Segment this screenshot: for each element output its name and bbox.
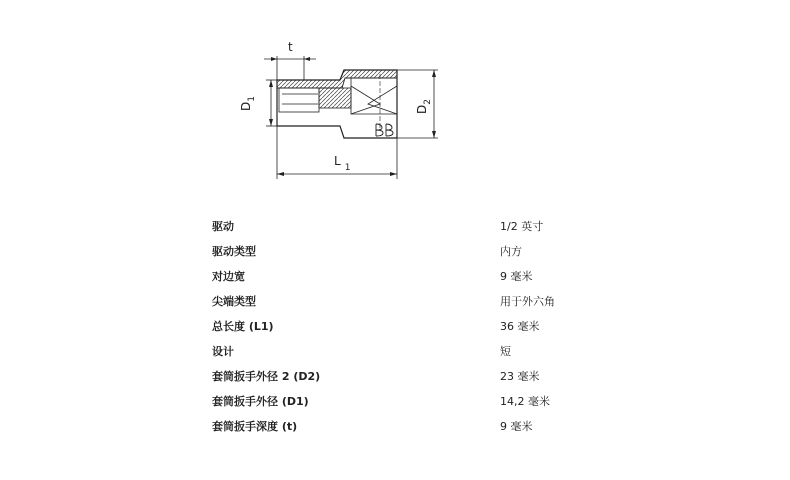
spec-label: 设计 bbox=[212, 345, 234, 358]
square-drive-bore bbox=[279, 88, 319, 112]
spec-label: 驱动 bbox=[212, 220, 234, 233]
d1-arrow-top bbox=[269, 80, 273, 87]
spec-table bbox=[212, 214, 632, 439]
hex-tip-chamfer bbox=[351, 86, 380, 114]
l1-arrow-left bbox=[277, 172, 284, 176]
spec-row-width-across-flats bbox=[212, 264, 632, 289]
spec-label: 尖端类型 bbox=[212, 295, 256, 308]
spec-label: 对边宽 bbox=[212, 270, 245, 283]
d1-arrow-bottom bbox=[269, 119, 273, 126]
spec-value: 36 毫米 bbox=[500, 320, 540, 333]
spec-label: 套筒扳手外径 2 (D2) bbox=[212, 370, 321, 383]
spec-label: 驱动类型 bbox=[212, 245, 256, 258]
spec-label: 套筒扳手深度 (t) bbox=[212, 420, 298, 433]
brand-logo-icon bbox=[376, 124, 393, 136]
spec-value: 1/2 英寸 bbox=[500, 220, 544, 233]
spec-value: 9 毫米 bbox=[500, 270, 533, 283]
t-arrow-right bbox=[304, 57, 310, 61]
spec-row-outer-diameter-d2 bbox=[212, 364, 632, 389]
t-arrow-left bbox=[271, 57, 277, 61]
spec-value: 短 bbox=[500, 345, 511, 358]
spec-value: 用于外六角 bbox=[500, 295, 555, 308]
hex-tip-chamfer-2 bbox=[368, 86, 397, 114]
spec-value: 9 毫米 bbox=[500, 420, 533, 433]
hex-tip-cone bbox=[351, 78, 397, 114]
l1-label: L $_1$ bbox=[334, 154, 351, 173]
spec-row-drive-type bbox=[212, 239, 632, 264]
socket-drawing-svg bbox=[230, 38, 450, 188]
d2-arrow-top bbox=[432, 70, 436, 77]
spec-value: 内方 bbox=[500, 245, 522, 258]
spec-row-depth-t bbox=[212, 414, 632, 439]
spec-row-outer-diameter-d1 bbox=[212, 389, 632, 414]
t-label: t bbox=[288, 40, 293, 54]
d1-label: $D_1$ bbox=[239, 96, 257, 111]
spec-row-design bbox=[212, 339, 632, 364]
spec-value: 23 毫米 bbox=[500, 370, 540, 383]
spec-row-tip-type bbox=[212, 289, 632, 314]
socket-wall-hatch bbox=[277, 70, 397, 88]
spec-row-drive bbox=[212, 214, 632, 239]
d2-label: $D_2$ bbox=[415, 99, 433, 114]
l1-arrow-right bbox=[390, 172, 397, 176]
hex-cavity bbox=[319, 88, 351, 108]
spec-label: 总长度 (L1) bbox=[212, 320, 274, 333]
socket-technical-drawing bbox=[230, 38, 450, 188]
spec-value: 14,2 毫米 bbox=[500, 395, 550, 408]
spec-row-total-length bbox=[212, 314, 632, 339]
spec-label: 套筒扳手外径 (D1) bbox=[212, 395, 309, 408]
d2-arrow-bottom bbox=[432, 131, 436, 138]
